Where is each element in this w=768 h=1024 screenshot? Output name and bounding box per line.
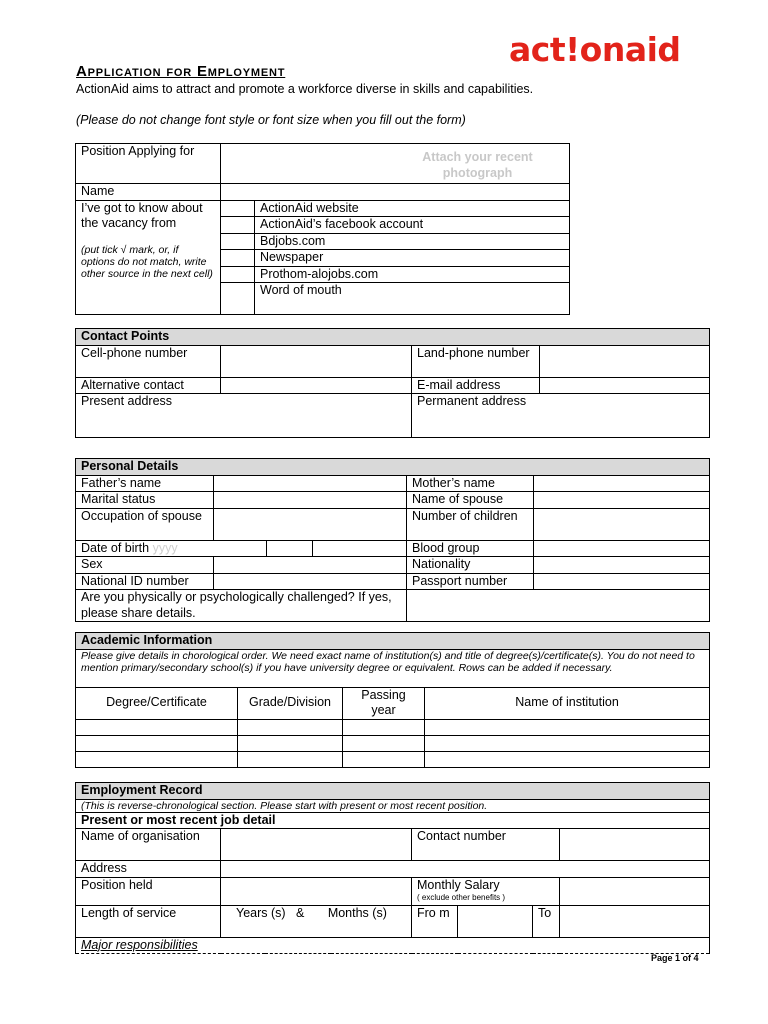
- months-label: Months (s): [327, 905, 387, 920]
- to-field[interactable]: [560, 905, 710, 937]
- from-field[interactable]: [458, 905, 533, 937]
- position-held-label: Position held: [76, 877, 221, 905]
- table-cell[interactable]: [425, 735, 710, 751]
- blood-field[interactable]: [534, 540, 710, 557]
- position-held-field[interactable]: [221, 877, 412, 905]
- academic-table: [75, 632, 710, 768]
- mother-label: Mother’s name: [407, 475, 534, 492]
- table-cell[interactable]: [238, 735, 343, 751]
- present-address-label: Present address: [81, 394, 173, 408]
- years-label: Years (s): [236, 905, 286, 920]
- email-label: E-mail address: [412, 377, 540, 394]
- from-label: Fro m: [412, 905, 458, 937]
- tick-cell[interactable]: [221, 266, 255, 283]
- column-header: Grade/Division: [238, 687, 343, 719]
- cell-phone-label: Cell-phone number: [76, 345, 221, 377]
- challenged-field[interactable]: [407, 590, 710, 622]
- permanent-address-label: Permanent address: [417, 394, 527, 408]
- contact-number-label: Contact number: [412, 829, 560, 861]
- column-header: Passing year: [343, 687, 425, 719]
- marital-field[interactable]: [214, 492, 407, 509]
- occupation-field[interactable]: [214, 508, 407, 540]
- alt-contact-label: Alternative contact: [76, 377, 221, 394]
- children-field[interactable]: [534, 508, 710, 540]
- tick-cell[interactable]: [221, 217, 255, 234]
- position-table: [75, 143, 570, 315]
- alt-contact-field[interactable]: [221, 377, 412, 394]
- org-field[interactable]: [221, 829, 412, 861]
- name-label: Name: [76, 184, 221, 201]
- personal-table: [75, 458, 710, 622]
- name-field[interactable]: [221, 184, 570, 201]
- sex-label: Sex: [76, 557, 214, 574]
- section-heading: Academic Information: [76, 633, 710, 650]
- table-cell[interactable]: [425, 751, 710, 767]
- address-field[interactable]: [221, 861, 710, 878]
- salary-note: ( exclude other benefits ): [417, 893, 506, 902]
- land-phone-field[interactable]: [540, 345, 710, 377]
- spouse-field[interactable]: [534, 492, 710, 509]
- tick-cell[interactable]: [221, 250, 255, 267]
- salary-field[interactable]: [560, 877, 710, 905]
- tick-cell[interactable]: [221, 200, 255, 217]
- actionaid-logo: act!onaid: [509, 30, 681, 69]
- employment-note: (This is reverse-chronological section. Please start with present or most recent position.: [76, 799, 710, 812]
- dob-label: Date of birth yyyy: [76, 540, 267, 557]
- academic-instructions: Please give details in chorological order. We need exact name of institution(s) and title of degree(s)/certificate(s). You do not need to mention primary/secondary school(s) if you have university degree or equivalent. Rows can be added if necessary.: [76, 649, 710, 687]
- children-label: Number of children: [407, 508, 534, 540]
- table-cell[interactable]: [76, 735, 238, 751]
- section-heading: Personal Details: [76, 459, 710, 476]
- table-cell[interactable]: [343, 735, 425, 751]
- column-header: Name of institution: [425, 687, 710, 719]
- cell-phone-field[interactable]: [221, 345, 412, 377]
- job-subheading: Present or most recent job detail: [76, 812, 710, 829]
- table-cell[interactable]: [343, 751, 425, 767]
- address-label: Address: [76, 861, 221, 878]
- org-label: Name of organisation: [76, 829, 221, 861]
- nationality-field[interactable]: [534, 557, 710, 574]
- length-field[interactable]: [221, 905, 412, 937]
- contact-number-field[interactable]: [560, 829, 710, 861]
- dob-month-field[interactable]: [267, 540, 313, 557]
- dob-year-placeholder: yyyy: [152, 540, 178, 555]
- present-address-field[interactable]: [76, 394, 412, 438]
- contact-table: [75, 328, 710, 438]
- section-heading: Employment Record: [76, 783, 710, 800]
- table-cell[interactable]: [343, 719, 425, 735]
- email-field[interactable]: [540, 377, 710, 394]
- source-option: ActionAid’s facebook account: [255, 217, 570, 234]
- passport-label: Passport number: [407, 573, 534, 590]
- length-label: Length of service: [76, 905, 221, 937]
- vacancy-hint: (put tick √ mark, or, if options do not match, write other source in the next cell): [81, 243, 213, 280]
- column-header: Degree/Certificate: [76, 687, 238, 719]
- form-note: (Please do not change font style or font size when you fill out the form): [76, 113, 466, 127]
- vacancy-source-label: I’ve got to know about the vacancy from (put tick √ mark, or, if options do not match, write other source in the next cell): [76, 200, 221, 315]
- passport-field[interactable]: [534, 573, 710, 590]
- page-title: Application for Employment: [76, 63, 286, 80]
- to-label: To: [533, 905, 560, 937]
- source-option: Bdjobs.com: [255, 233, 570, 250]
- tick-cell[interactable]: [221, 233, 255, 250]
- intro-text: ActionAid aims to attract and promote a workforce diverse in skills and capabilities.: [76, 82, 534, 96]
- occupation-label: Occupation of spouse: [76, 508, 214, 540]
- marital-label: Marital status: [76, 492, 214, 509]
- table-cell[interactable]: [238, 719, 343, 735]
- source-option: Prothom-alojobs.com: [255, 266, 570, 283]
- photo-placeholder[interactable]: Attach your recent photograph: [221, 144, 570, 184]
- spouse-label: Name of spouse: [407, 492, 534, 509]
- permanent-address-field[interactable]: [412, 394, 710, 438]
- position-label: Position Applying for: [76, 144, 221, 184]
- table-cell[interactable]: [425, 719, 710, 735]
- amp-label: &: [295, 905, 305, 920]
- source-option: ActionAid website: [255, 200, 570, 217]
- table-cell[interactable]: [238, 751, 343, 767]
- mother-field[interactable]: [534, 475, 710, 492]
- responsibilities-field[interactable]: [76, 937, 710, 954]
- father-label: Father’s name: [76, 475, 214, 492]
- responsibilities-label: Major responsibilities: [81, 937, 198, 952]
- blood-label: Blood group: [407, 540, 534, 557]
- challenged-label: Are you physically or psychologically challenged? If yes, please share details.: [76, 590, 407, 622]
- table-cell[interactable]: [76, 751, 238, 767]
- father-field[interactable]: [214, 475, 407, 492]
- nid-label: National ID number: [76, 573, 214, 590]
- salary-label: Monthly Salary ( exclude other benefits ): [412, 877, 560, 905]
- nid-field[interactable]: [214, 573, 407, 590]
- nationality-label: Nationality: [407, 557, 534, 574]
- sex-field[interactable]: [214, 557, 407, 574]
- employment-table: [75, 782, 710, 954]
- page-number: Page 1 of 4: [651, 953, 699, 963]
- section-heading: Contact Points: [76, 329, 710, 346]
- dob-day-field[interactable]: [313, 540, 407, 557]
- table-cell[interactable]: [76, 719, 238, 735]
- land-phone-label: Land-phone number: [412, 345, 540, 377]
- source-option: Newspaper: [255, 250, 570, 267]
- tick-cell[interactable]: [221, 283, 255, 315]
- source-option: Word of mouth: [255, 283, 570, 315]
